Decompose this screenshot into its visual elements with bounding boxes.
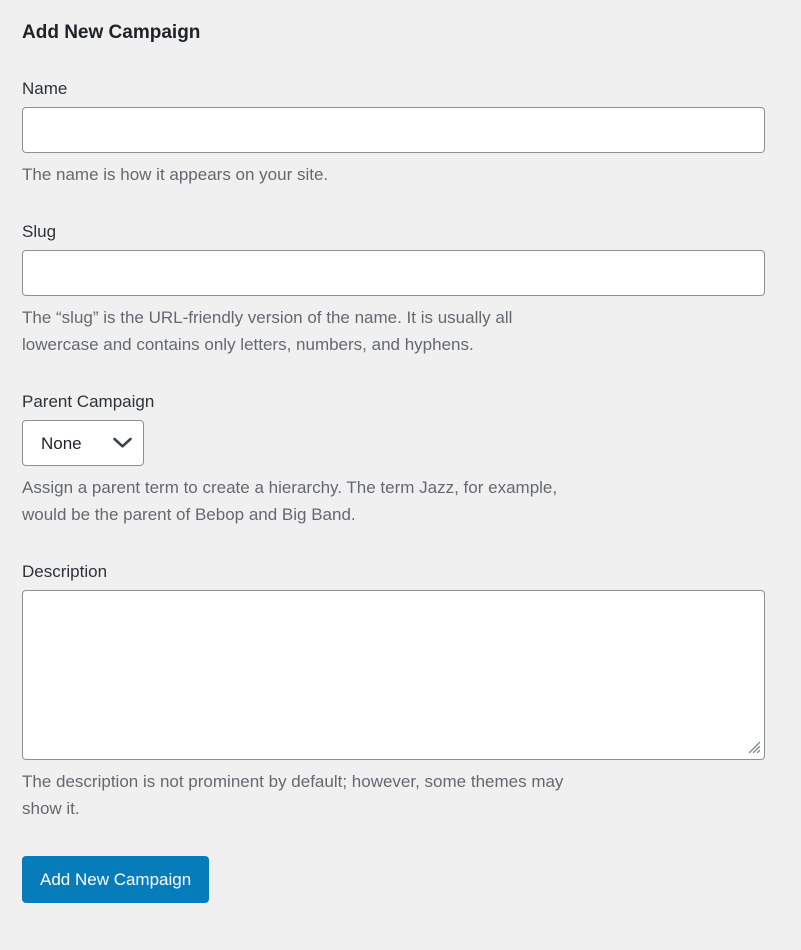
slug-field-group (22, 222, 765, 358)
help-line: The description is not prominent by default; however, some themes may (22, 772, 564, 791)
resize-grip-icon[interactable] (748, 741, 761, 754)
name-field-group (22, 79, 765, 188)
parent-campaign-field-group (22, 392, 765, 528)
description-label: Description (22, 562, 108, 581)
submit-row (22, 856, 765, 903)
add-new-campaign-button[interactable]: Add New Campaign (22, 856, 209, 903)
description-help-text (22, 768, 765, 822)
help-line: show it. (22, 799, 80, 818)
parent-campaign-label: Parent Campaign (22, 392, 155, 411)
name-label: Name (22, 79, 68, 98)
page-title: Add New Campaign (22, 22, 201, 43)
slug-input[interactable] (22, 250, 765, 296)
parent-campaign-select-wrap (22, 420, 144, 466)
description-textarea-wrap (22, 590, 765, 760)
help-line: would be the parent of Bebop and Big Band. (22, 505, 356, 524)
help-line: lowercase and contains only letters, numbers, and hyphens. (22, 335, 474, 354)
help-line: The name is how it appears on your site. (22, 165, 329, 184)
slug-help-text (22, 304, 765, 358)
name-input[interactable] (22, 107, 765, 153)
slug-label: Slug (22, 222, 57, 241)
description-field-group (22, 562, 765, 822)
parent-campaign-select[interactable] (22, 420, 144, 466)
help-line: Assign a parent term to create a hierarchy. The term Jazz, for example, (22, 478, 558, 497)
name-help-text (22, 161, 765, 188)
description-textarea[interactable] (22, 590, 765, 760)
help-line: The “slug” is the URL-friendly version of the name. It is usually all (22, 308, 513, 327)
parent-campaign-help-text (22, 474, 765, 528)
